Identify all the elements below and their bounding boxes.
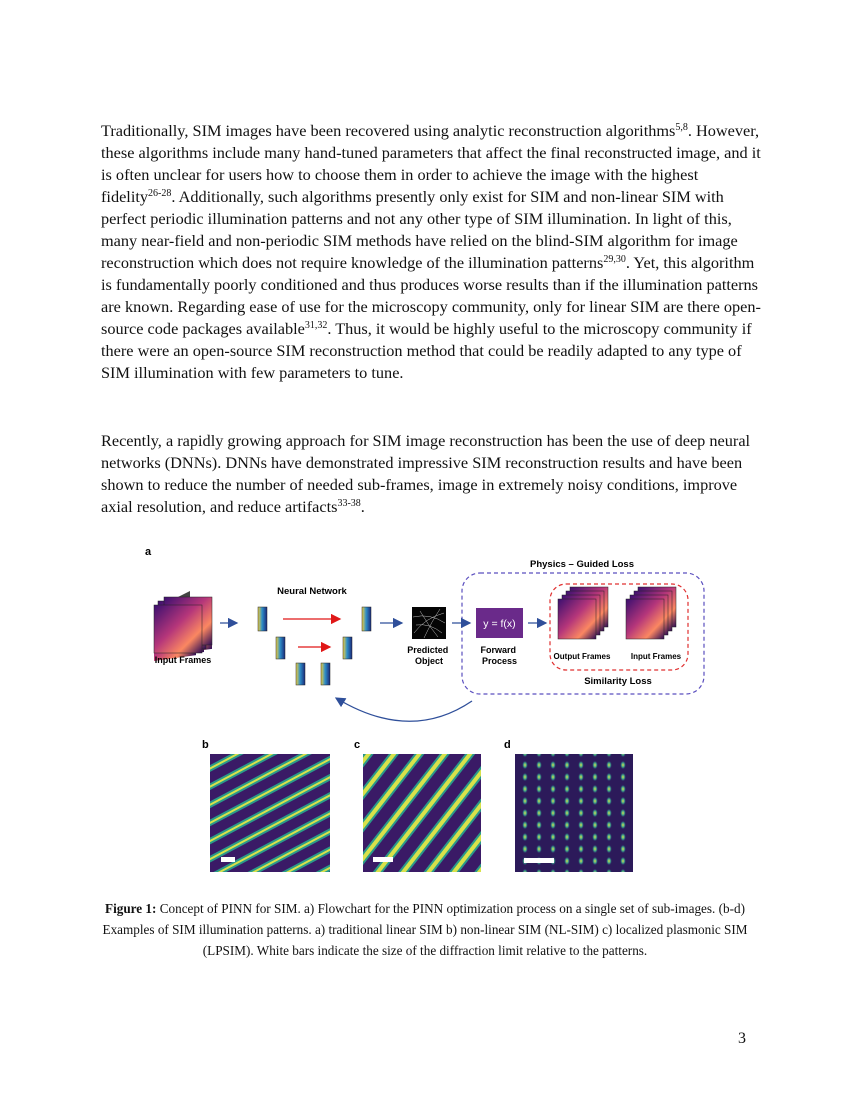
citation[interactable]: 31,32 xyxy=(304,320,328,331)
diffraction-bar-c xyxy=(373,857,393,862)
diffraction-bar-b xyxy=(221,857,235,862)
feedback-arrow xyxy=(336,698,472,721)
panel-label-b: b xyxy=(202,739,209,751)
caption-label: Figure 1: xyxy=(105,901,157,916)
figure-caption xyxy=(95,898,755,961)
panel-label-c: c xyxy=(354,739,361,751)
output-frames-label: Output Frames xyxy=(553,652,611,661)
citation[interactable]: 5,8 xyxy=(675,122,688,133)
page-number: 3 xyxy=(738,1030,746,1047)
input-frames-label: Input Frames xyxy=(154,655,212,665)
pattern-lpsim xyxy=(515,754,633,872)
input-frames-stack xyxy=(154,591,212,661)
predicted-object-label: Predicted Object xyxy=(407,645,449,666)
forward-equation: y = f(x) xyxy=(483,618,516,630)
predicted-object-image xyxy=(412,607,446,639)
physics-loss-label: Physics – Guided Loss xyxy=(529,559,635,570)
panel-label-d: d xyxy=(504,739,511,751)
body-paragraph-2: Recently, a rapidly growing approach for SIM image reconstruction has been the use of deep neural networks (DNNs). DNNs have demonstrated impressive SIM reconstruction results and have been shown to reduce the number of needed sub-frames, image in extremely noisy conditions, improve axial resolution, and reduce artifacts$^{33-38}$. xyxy=(101,431,751,516)
citation[interactable]: 26-28 xyxy=(148,188,172,199)
body-paragraph-1: Traditionally, SIM images have been recovered using analytic reconstruction algorithms$^{5,8}$. However, these algorithms include many hand-tuned parameters that affect the final reconstructed image, and it is often unclear for users how to choose them in order to achieve the image with the highest fidelity$^{26-28}$. Additionally, such algorithms presently only exist for SIM and non-linear SIM with perfect periodic illumination patterns and not any other type of SIM illumination. In light of this, many near-field and non-periodic SIM methods have relied on the blind-SIM algorithm for image reconstruction which does not require knowledge of the illumination patterns$^{29,30}$. Yet, this algorithm is fundamentally poorly conditioned and thus produces worse results than if the illumination patterns are known. Regarding ease of use for the microscopy community, only for linear SIM are there open-source code packages available$^{31,32}$. Thus, it would be highly useful to the microscopy community if there were an open-source SIM reconstruction method that could be readily adapted to any type of SIM illumination with few parameters to tune. xyxy=(101,121,761,382)
forward-process-label: Forward Process xyxy=(480,645,518,666)
input-frames-2-label: Input Frames xyxy=(630,652,682,661)
citation[interactable]: 29,30 xyxy=(603,254,626,265)
pattern-linear-sim xyxy=(210,754,330,872)
figure-1 xyxy=(140,543,720,883)
citation[interactable]: 33-38 xyxy=(337,498,361,509)
pattern-nl-sim xyxy=(363,754,481,872)
output-frames-stack xyxy=(558,587,608,639)
neural-network-label: Neural Network xyxy=(277,586,347,597)
unet-diagram xyxy=(258,607,371,685)
panel-label-a: a xyxy=(145,546,152,558)
diffraction-bar-d xyxy=(524,858,554,863)
input-frames-stack-2 xyxy=(626,587,676,639)
similarity-loss-label: Similarity Loss xyxy=(584,676,652,687)
caption-text: Concept of PINN for SIM. a) Flowchart for the PINN optimization process on a single set of sub-images. (b-d) Examples of SIM illumination patterns. a) traditional linear SIM b) non-linear SIM (NL-SIM) c) localized plasmonic SIM (LPSIM). White bars indicate the size of the diffraction limit relative to the patterns. xyxy=(102,901,748,958)
